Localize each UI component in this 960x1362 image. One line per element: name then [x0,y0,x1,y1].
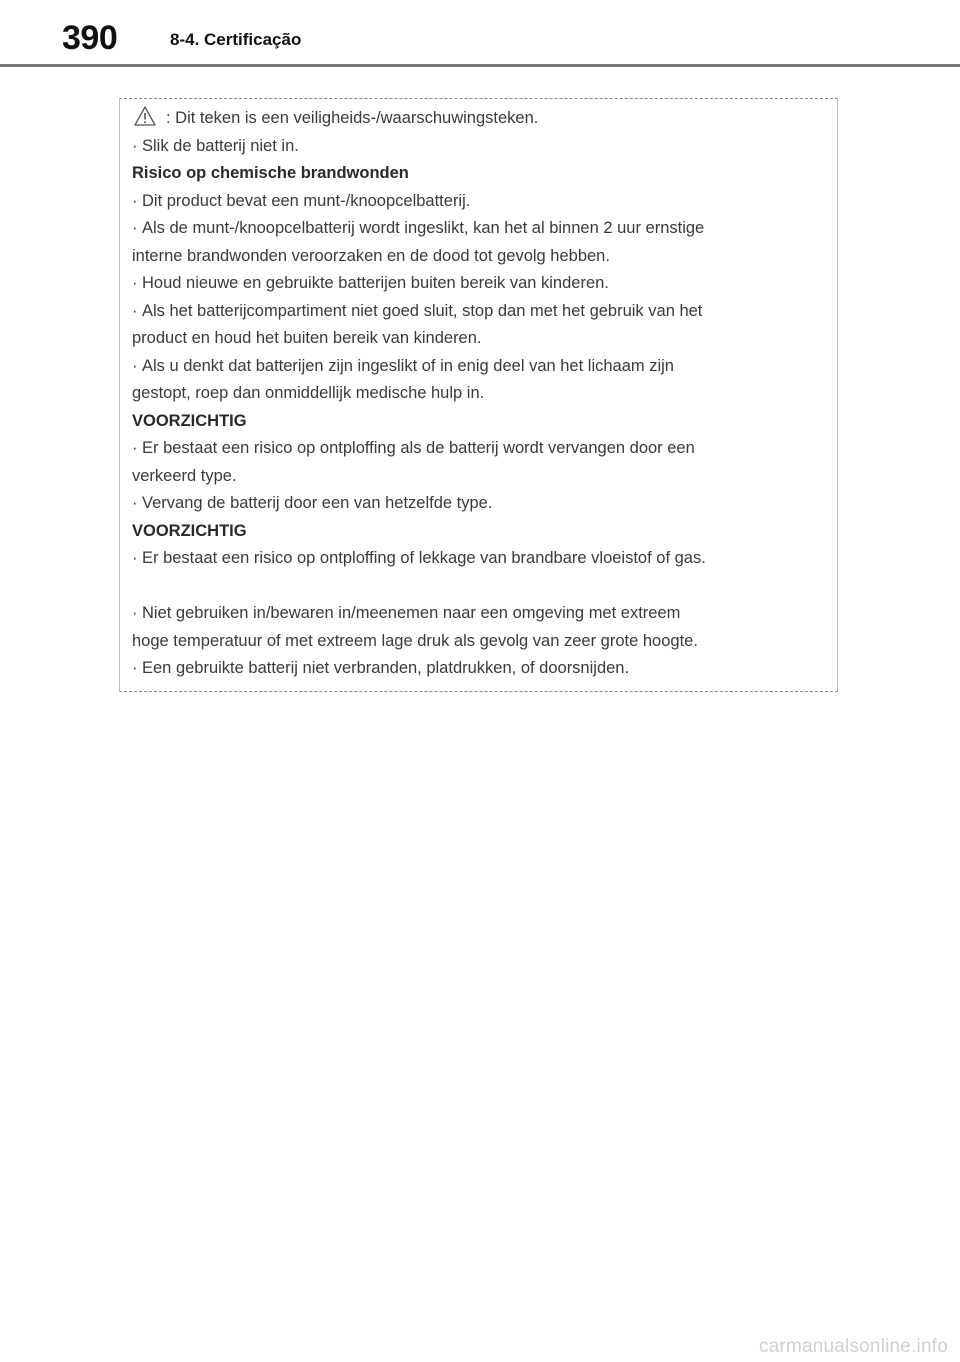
bullet-dot: · [132,301,138,320]
bullet-dot: · [132,549,138,567]
warning-triangle-icon [134,106,156,126]
line-text: : Dit teken is een veiligheids-/waarschuwingsteken. [166,109,539,127]
bullet-dot: · [132,219,138,237]
line-text: interne brandwonden veroorzaken en de dood tot gevolg hebben. [132,246,610,265]
line-text: Als het batterijcompartiment niet goed sluit, stop dan met het gebruik van het [142,301,703,320]
line-text: Als de munt-/knoopcelbatterij wordt ingeslikt, kan het al binnen 2 uur ernstige [142,219,705,237]
line-text: Een gebruikte batterij niet verbranden, platdrukken, of doorsnijden. [142,659,630,677]
line-text: Slik de batterij niet in. [142,136,299,155]
battery-warning-box [119,98,838,692]
warning-heading [132,160,822,188]
warning-line [132,380,822,408]
warning-line [132,105,822,133]
bullet-dot: · [132,274,138,292]
bullet-dot: · [132,136,138,155]
warning-line [132,353,822,381]
bullet-dot: · [132,356,138,375]
warning-line [132,435,822,463]
warning-line [132,628,822,656]
section-title: 8-4. Certificação [170,30,302,49]
line-text: gestopt, roep dan onmiddellijk medische hulp in. [132,384,485,402]
bullet-dot: · [132,604,138,622]
warning-line [132,298,822,326]
watermark-logo: carmanualsonline.info [758,1336,948,1357]
page-number: 390 [62,19,118,57]
header-divider [0,64,960,67]
warning-line [132,545,822,573]
line-text: verkeerd type. [132,466,237,485]
line-text: hoge temperatuur of met extreem lage druk als gevolg van zeer grote hoogte. [132,631,698,650]
line-text: product en houd het buiten bereik van kinderen. [132,329,482,347]
bullet-dot: · [132,659,138,677]
warning-line [132,243,822,271]
page-header [0,0,960,68]
warning-line [132,270,822,298]
warning-heading [132,518,822,546]
warning-line [132,490,822,518]
warning-line [132,325,822,353]
warning-heading [132,408,822,436]
line-text: Houd nieuwe en gebruikte batterijen buiten bereik van kinderen. [142,274,609,292]
warning-line [132,600,822,628]
warning-line [132,215,822,243]
line-text: Er bestaat een risico op ontploffing of lekkage van brandbare vloeistof of gas. [142,549,706,567]
line-text: Niet gebruiken in/bewaren in/meenemen naar een omgeving met extreem [142,604,681,622]
line-text: Dit product bevat een munt-/knoopcelbatterij. [142,191,471,210]
line-text: Vervang de batterij door een van hetzelfde type. [142,494,493,512]
warning-line [132,188,822,216]
warning-line [132,463,822,491]
line-text: VOORZICHTIG [132,411,247,430]
spacer [132,573,822,601]
line-text: Als u denkt dat batterijen zijn ingeslikt of in enig deel van het lichaam zijn [142,356,674,375]
bullet-dot: · [132,439,138,457]
line-text: Risico op chemische brandwonden [132,164,409,182]
warning-line [132,655,822,683]
warning-text-block [132,105,822,683]
bullet-dot: · [132,494,138,512]
line-text: VOORZICHTIG [132,521,247,540]
line-text: Er bestaat een risico op ontploffing als de batterij wordt vervangen door een [142,439,695,457]
bullet-dot: · [132,191,138,210]
warning-line [132,133,822,161]
